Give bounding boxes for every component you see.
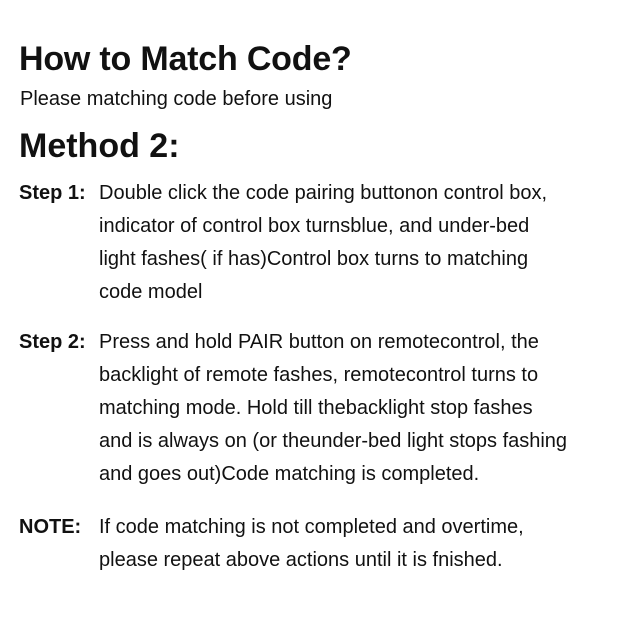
step-label: Step 1: (19, 182, 86, 204)
step-label: Step 2: (19, 331, 86, 353)
step-text-line: and goes out)Code matching is completed. (99, 463, 480, 485)
step-text-line: light fashes( if has)Control box turns to matching (99, 248, 529, 270)
step-text-line: Double click the code pairing buttonon control box, (99, 182, 548, 204)
method-heading: Method 2: (19, 127, 180, 165)
note-text-line: please repeat above actions until it is fnished. (99, 549, 503, 571)
step-text-line: Press and hold PAIR button on remotecontrol, the (99, 331, 539, 353)
page-title: How to Match Code? (19, 40, 352, 78)
step-text-line: backlight of remote fashes, remotecontrol turns to (99, 364, 539, 386)
step-text-line: indicator of control box turnsblue, and under-bed (99, 215, 530, 237)
note-text-line: If code matching is not completed and overtime, (99, 516, 524, 538)
note-label: NOTE: (19, 516, 82, 538)
step-text-line: code model (99, 281, 203, 303)
page-subtitle: Please matching code before using (20, 88, 333, 110)
step-text-line: matching mode. Hold till thebacklight stop fashes (99, 397, 533, 419)
step-text-line: and is always on (or theunder-bed light stops fashing (99, 430, 568, 452)
